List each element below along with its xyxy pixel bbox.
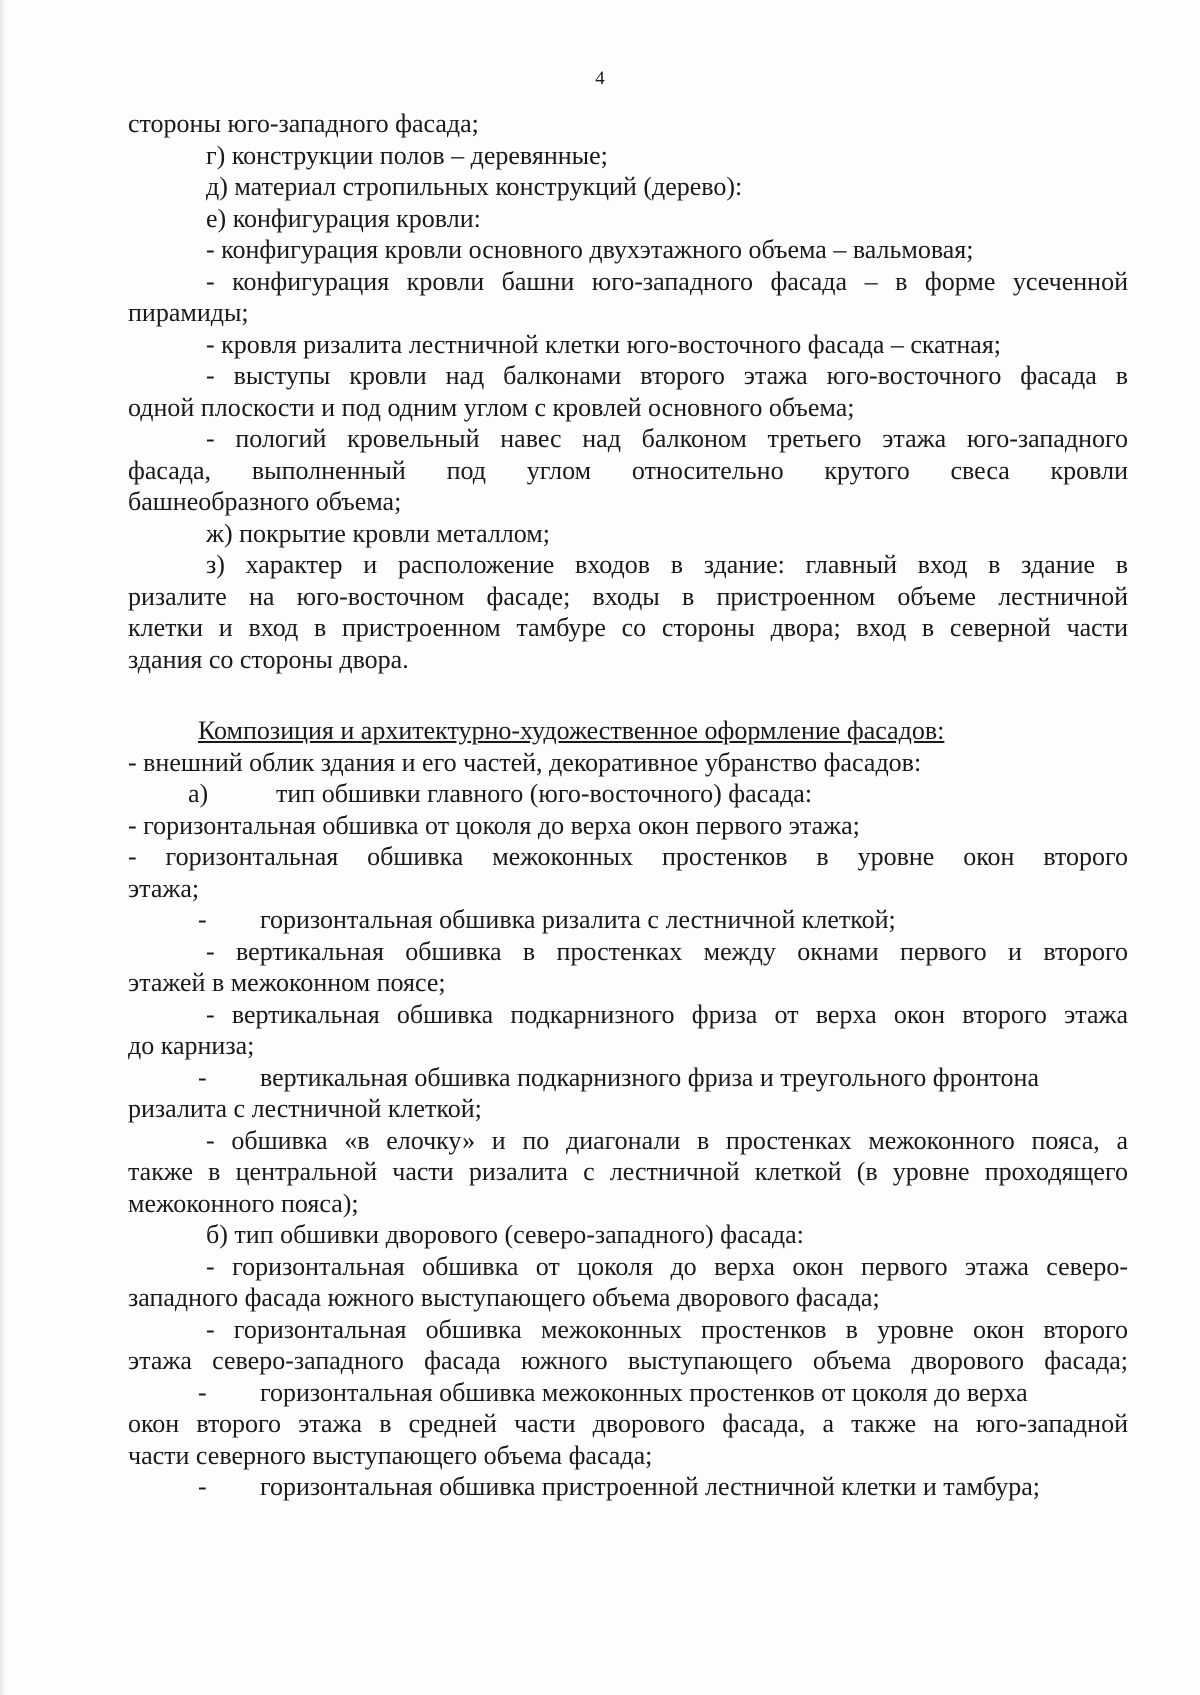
text-line: - внешний облик здания и его частей, декоративное убранство фасадов: (128, 747, 922, 777)
text-line: до карниза; (128, 1031, 255, 1060)
text-line: также в центральной части ризалита с лестничной клеткой (в уровне проходящего (128, 1157, 1128, 1186)
text-line: - горизонтальная обшивка межоконных простенков в уровне окон второго (128, 842, 1128, 871)
text-line: б) тип обшивки дворового (северо-западного) фасада: (206, 1220, 804, 1249)
text-line: стороны юго-западного фасада; (128, 109, 479, 138)
list-marker: - (198, 1062, 207, 1092)
page-number: 4 (595, 68, 605, 89)
paragraph-gap (128, 675, 1128, 715)
text-line: ризалите на юго-восточном фасаде; входы в пристроенном объеме лестничной (128, 581, 1128, 611)
text-line: этажа северо-западного фасада южного выступающего объема дворового фасада; (128, 1346, 1128, 1375)
text-line: здания со стороны двора. (128, 644, 409, 674)
text-line: пирамиды; (128, 298, 249, 327)
text-line (128, 1062, 1128, 1094)
list-text: горизонтальная обшивка ризалита с лестничной клеткой; (260, 905, 896, 934)
text-line: - конфигурация кровли башни юго-западного фасада – в форме усеченной (206, 266, 1128, 296)
list-marker: - (198, 1377, 207, 1407)
text-line: - пологий кровельный навес над балконом третьего этажа юго-западного (206, 424, 1128, 453)
section-heading: Композиция и архитектурно-художественное оформление фасадов: (198, 716, 945, 745)
text-line (128, 778, 1128, 810)
text-line: д) материал стропильных конструкций (дерево): (206, 172, 743, 201)
text-line: г) конструкции полов – деревянные; (206, 140, 608, 170)
text-line: - конфигурация кровли основного двухэтажного объема – вальмовая; (206, 235, 974, 264)
text-line: части северного выступающего объема фасада; (128, 1440, 653, 1470)
text-line: западного фасада южного выступающего объема дворового фасада; (128, 1283, 880, 1312)
list-text: вертикальная обшивка подкарнизного фриза и треугольного фронтона (260, 1062, 1039, 1092)
text-line: межоконного пояса); (128, 1188, 359, 1218)
text-line: одной плоскости и под одним углом с кровлей основного объема; (128, 392, 855, 422)
list-text: горизонтальная обшивка межоконных простенков от цоколя до верха (260, 1377, 1028, 1407)
list-text: горизонтальная обшивка пристроенной лестничной клетки и тамбура; (260, 1472, 1040, 1501)
text-line: клетки и вход в пристроенном тамбуре со стороны двора; вход в северной части (128, 613, 1128, 642)
text-line (128, 1377, 1128, 1409)
scan-edge (0, 0, 6, 1695)
text-line: башнеобразного объема; (128, 487, 402, 516)
text-line: - горизонтальная обшивка от цоколя до верха окон первого этажа; (128, 810, 860, 840)
text-line: фасада, выполненный под углом относительно крутого свеса кровли (128, 455, 1128, 485)
text-line: - горизонтальная обшивка от цоколя до верха окон первого этажа северо- (206, 1251, 1128, 1281)
list-text: тип обшивки главного (юго-восточного) фасада: (276, 779, 813, 808)
text-line: - горизонтальная обшивка межоконных простенков в уровне окон второго (206, 1314, 1128, 1344)
list-marker: а) (188, 779, 209, 808)
text-line: ризалита с лестничной клеткой; (128, 1094, 482, 1123)
text-line: - кровля ризалита лестничной клетки юго-восточного фасада – скатная; (206, 329, 1002, 359)
text-line: - вертикальная обшивка в простенках между окнами первого и второго (206, 936, 1128, 966)
text-line: ж) покрытие кровли металлом; (206, 518, 550, 548)
text-line: з) характер и расположение входов в здание: главный вход в здание в (206, 550, 1128, 579)
list-marker: - (198, 1472, 207, 1501)
text-line: этажей в межоконном поясе; (128, 968, 446, 997)
text-line: - вертикальная обшивка подкарнизного фриза от верха окон второго этажа (206, 999, 1128, 1029)
text-line: - выступы кровли над балконами второго этажа юго-восточного фасада в (206, 361, 1128, 390)
text-line: е) конфигурация кровли: (206, 203, 481, 233)
text-line: этажа; (128, 873, 200, 903)
text-line (128, 1471, 1128, 1503)
text-line: окон второго этажа в средней части дворового фасада, а также на юго-западной (128, 1409, 1128, 1438)
list-marker: - (198, 905, 207, 934)
document-body (128, 108, 1128, 1503)
text-line: - обшивка «в елочку» и по диагонали в простенках межоконного пояса, а (206, 1125, 1128, 1155)
text-line (128, 904, 1128, 936)
